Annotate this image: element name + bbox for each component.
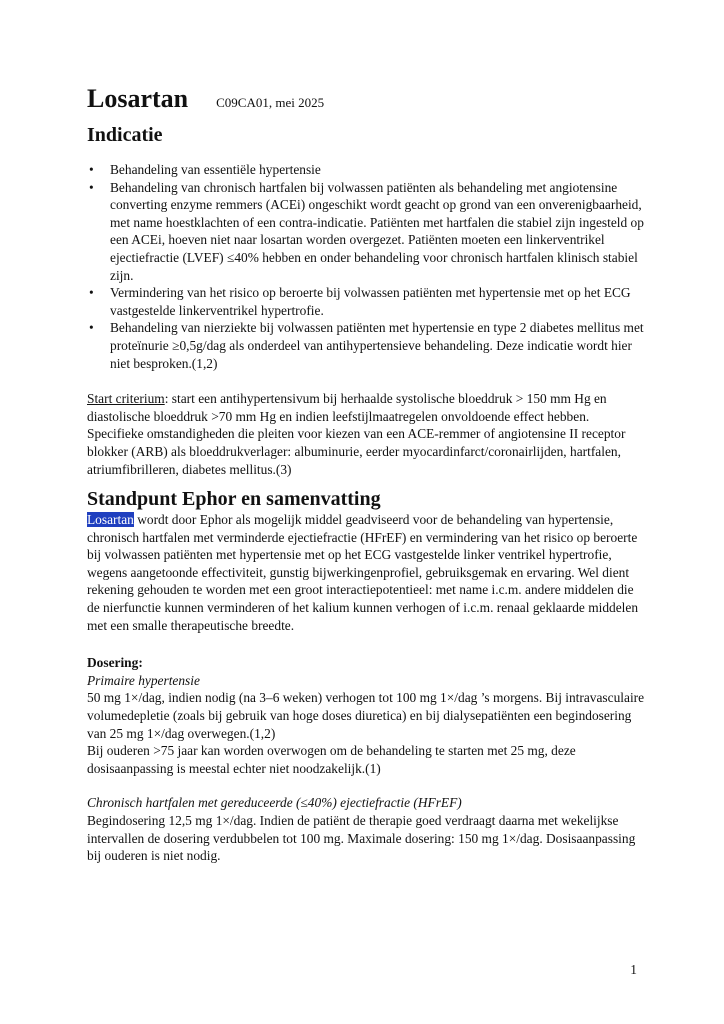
selected-text-highlight[interactable]: Losartan bbox=[87, 512, 134, 528]
indicatie-item: • Behandeling van chronisch hartfalen bij volwassen patiënten als behandeling met angiotensine converting enzyme remmers (ACEi) ongeschikt wordt geacht op grond van een onverenigbaarheid, met name hoestklachten of een contra-indicatie. Patiënten met hartfalen die stabiel zijn ingesteld op een ACEi, hoeven niet naar losartan worden overgezet. Patiënten moeten een linkerventrikel ejectiefractie (LVEF) ≤40% hebben en onder behandeling voor chronisch hartfalen klinisch stabiel zijn. bbox=[87, 179, 647, 285]
standpunt-heading: Standpunt Ephor en samenvatting bbox=[87, 488, 381, 511]
indicatie-item: • Vermindering van het risico op beroerte bij volwassen patiënten met hypertensie met op het ECG vastgestelde linkerventrikel hypertrofie. bbox=[87, 284, 647, 319]
hfref-text: Begindosering 12,5 mg 1×/dag. Indien de patiënt de therapie goed verdraagt daarna met wekelijkse intervallen de dosering verdubbelen tot 100 mg. Maximale dosering: 150 mg 1×/dag. Dosisaanpassing bij ouderen is niet nodig. bbox=[87, 813, 636, 864]
indicatie-heading: Indicatie bbox=[87, 124, 163, 146]
ouderen-text: Bij ouderen >75 jaar kan worden overwogen om de behandeling te starten met 25 mg, deze dosisaanpassing is meestal echter niet noodzakelijk.(1) bbox=[87, 743, 576, 776]
indicatie-item: • Behandeling van nierziekte bij volwassen patiënten met hypertensie en type 2 diabetes mellitus met proteïnurie ≥0,5g/dag als onderdeel van antihypertensieve behandeling. Deze indicatie wordt hier niet besproken.(1,2) bbox=[87, 319, 647, 372]
document-page bbox=[87, 84, 647, 865]
document-title: Losartan bbox=[87, 84, 189, 113]
hfref-title: Chronisch hartfalen met gereduceerde (≤40%) ejectiefractie (HFrEF) bbox=[87, 795, 462, 811]
atc-code-date: C09CA01, mei 2025 bbox=[216, 95, 325, 110]
standpunt-text: wordt door Ephor als mogelijk middel geadviseerd voor de behandeling van hypertensie, chronisch hartfalen met verminderde ejectiefractie (HFrEF) en vermindering van het risico op beroerte bij volwassen patiënten met hypertensie met op het ECG vastgestelde linker ventrikel hypertrofie, wegens aangetoonde effectiviteit, gunstig bijwerkingenprofiel, gebruiksgemak en ervaring. Wel dient rekening gehouden te worden met een groot interactiepotentieel: met name i.c.m. andere middelen die de nierfunctie kunnen verminderen of het kalium kunnen verhogen of i.c.m. renaal geklaarde middelen met een smalle therapeutische breedte. bbox=[87, 512, 639, 633]
dosering-heading: Dosering: bbox=[87, 655, 143, 671]
indicatie-item: • Behandeling van essentiële hypertensie bbox=[87, 161, 647, 179]
start-criterium-label: Start criterium bbox=[87, 391, 165, 407]
page-number: 1 bbox=[630, 962, 637, 977]
standpunt-paragraph bbox=[87, 511, 647, 634]
primaire-hypertensie-text: 50 mg 1×/dag, indien nodig (na 3–6 weken) verhogen tot 100 mg 1×/dag ’s morgens. Bij intravasculaire volumedepletie (zoals bij gebruik van hoge doses diuretica) en bij dialysepatiënten een begindosering van 25 mg 1×/dag overwegen.(1,2) bbox=[87, 690, 645, 741]
primaire-hypertensie-title: Primaire hypertensie bbox=[87, 672, 200, 688]
document-header bbox=[87, 84, 647, 114]
start-criterium-text: : start een antihypertensivum bij herhaalde systolische bloeddruk > 150 mm Hg en diastolische bloeddruk >70 mm Hg en indien leefstijlmaatregelen onvoldoende effect hebben. Specifieke omstandigheden die pleiten voor kiezen van een ACE-remmer of angiotensine II receptor blokker (ARB) als bloeddrukverlager: albuminurie, eerder myocardinfarct/coronairlijden, hartfalen, atriumfibrilleren, diabetes mellitus.(3) bbox=[87, 391, 626, 477]
start-criterium-paragraph bbox=[87, 390, 647, 478]
indicatie-list bbox=[87, 161, 647, 372]
